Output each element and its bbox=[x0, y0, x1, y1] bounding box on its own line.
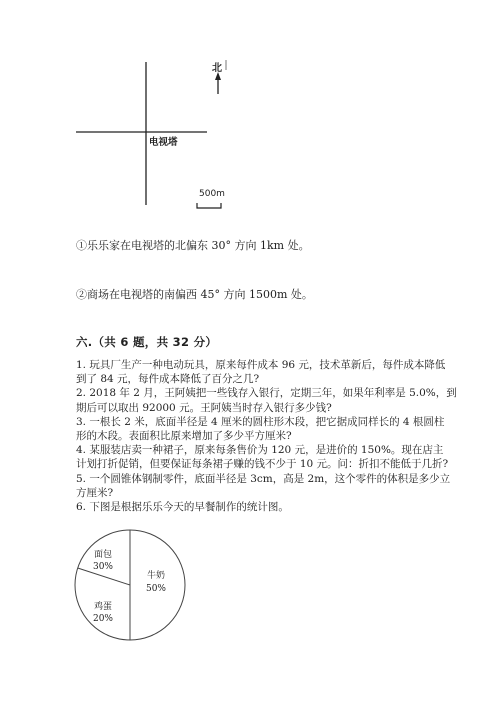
problem-line: 3. 一根长 2 米，底面半径是 4 厘米的圆柱形木段，把它据成同样长的 4 根圆柱 bbox=[76, 415, 445, 428]
scale-bar bbox=[197, 203, 221, 208]
pie-percent-egg: 20% bbox=[92, 614, 114, 624]
word-problems bbox=[76, 358, 457, 514]
pie-label-bread: 面包 bbox=[93, 550, 113, 560]
problem-line: 计划打折促销，但要保证每条裙子赚的钱不少于 10 元。问：折扣不能低于几折? bbox=[76, 458, 449, 471]
problem-line: 期后可以取出 92000 元。王阿姨当时存入银行多少钱? bbox=[76, 401, 332, 414]
problem-line: 5. 一个圆锥体钢制零件，底面半径是 3cm，高是 2m，这个零件的体积是多少立 bbox=[76, 472, 451, 485]
map-question-2: ②商场在电视塔的南偏西 45° 方向 1500m 处。 bbox=[76, 288, 313, 301]
pie-percent-bread: 30% bbox=[92, 562, 114, 572]
tv-tower-map bbox=[0, 0, 500, 230]
problem-line: 4. 某服装店卖一种裙子，原来每条售价为 120 元，是进价的 150%。现在店主 bbox=[76, 444, 444, 457]
breakfast-pie-chart bbox=[70, 525, 190, 645]
pie-percent-milk: 50% bbox=[145, 584, 167, 594]
section-title: 六.（共 6 题，共 32 分） bbox=[76, 335, 218, 349]
problem-line: 6. 下图是根据乐乐今天的早餐制作的统计图。 bbox=[76, 501, 289, 514]
problem-line: 到了 84 元，每件成本降低了百分之几? bbox=[76, 373, 260, 386]
pie-label-milk: 牛奶 bbox=[146, 571, 166, 581]
problem-line: 2. 2018 年 2 月，王阿姨把一些钱存入银行，定期三年，如果年利率是 5.0%，到 bbox=[76, 387, 457, 400]
scale-label: 500m bbox=[199, 189, 225, 199]
pie-label-egg: 鸡蛋 bbox=[93, 602, 113, 612]
problem-line: 1. 玩具厂生产一种电动玩具，原来每件成本 96 元，技术革新后，每件成本降低 bbox=[76, 359, 446, 371]
map-question-1: ①乐乐家在电视塔的北偏东 30° 方向 1km 处。 bbox=[76, 239, 310, 252]
problem-line: 形的木段。表面积比原来增加了多少平方厘米? bbox=[76, 430, 292, 443]
problem-line: 方厘米? bbox=[76, 486, 114, 499]
tv-tower-label: 电视塔 bbox=[149, 137, 178, 148]
north-label: 北 bbox=[212, 63, 222, 74]
